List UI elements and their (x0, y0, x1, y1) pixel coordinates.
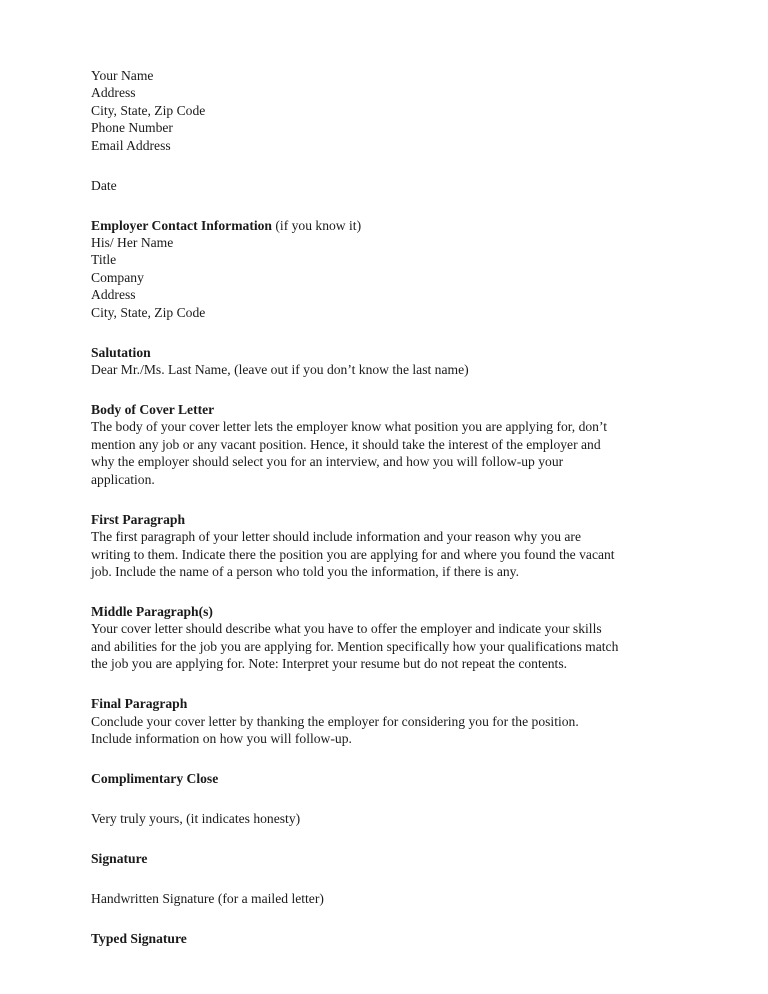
date-text: Date (91, 177, 117, 193)
date-block (91, 177, 691, 194)
salutation-heading: Salutation (91, 344, 151, 360)
typed-signature-block (91, 930, 691, 947)
employer-heading: Employer Contact Information (91, 217, 272, 233)
first-paragraph-block (91, 511, 691, 581)
complimentary-close-heading-block (91, 770, 691, 787)
body-line: why the employer should select you for an interview, and how you will follow-up your (91, 454, 564, 470)
document-page (91, 67, 691, 947)
final-paragraph-line: Conclude your cover letter by thanking the employer for considering you for the position. (91, 713, 579, 729)
sender-city-state-zip: City, State, Zip Code (91, 102, 206, 118)
sender-name: Your Name (91, 68, 154, 83)
complimentary-close-heading: Complimentary Close (91, 770, 219, 786)
employer-address: Address (91, 287, 136, 303)
sender-address: Address (91, 85, 136, 101)
first-paragraph-heading: First Paragraph (91, 511, 186, 527)
employer-name: His/ Her Name (91, 235, 174, 251)
sender-phone: Phone Number (91, 120, 173, 136)
sender-block (91, 67, 691, 154)
final-paragraph-block (91, 695, 691, 747)
signature-text: Handwritten Signature (for a mailed letter) (91, 890, 324, 906)
complimentary-close-text-block (91, 810, 691, 827)
first-paragraph-line: The first paragraph of your letter should include information and your reason why you are (91, 529, 581, 545)
middle-paragraph-block (91, 603, 691, 673)
middle-paragraph-heading: Middle Paragraph(s) (91, 603, 213, 619)
salutation-block (91, 344, 691, 379)
complimentary-close-text: Very truly yours, (it indicates honesty) (91, 810, 301, 826)
sender-email: Email Address (91, 137, 171, 153)
employer-heading-note: (if you know it) (272, 217, 362, 233)
body-line: The body of your cover letter lets the employer know what position you are applying for, don’t (91, 419, 608, 435)
signature-text-block (91, 890, 691, 907)
middle-paragraph-line: Your cover letter should describe what you have to offer the employer and indicate your skills (91, 621, 602, 637)
signature-heading: Signature (91, 850, 148, 866)
employer-company: Company (91, 269, 144, 285)
salutation-text: Dear Mr./Ms. Last Name, (leave out if you don’t know the last name) (91, 362, 469, 378)
middle-paragraph-line: and abilities for the job you are applying for. Mention specifically how your qualifications match (91, 638, 619, 654)
signature-heading-block (91, 850, 691, 867)
employer-city-state-zip: City, State, Zip Code (91, 304, 206, 320)
employer-title: Title (91, 252, 117, 268)
first-paragraph-line: job. Include the name of a person who told you the information, if there is any. (91, 563, 519, 579)
body-line: mention any job or any vacant position. Hence, it should take the interest of the employer and (91, 436, 601, 452)
employer-heading-line (91, 217, 691, 234)
typed-signature-heading: Typed Signature (91, 930, 187, 946)
body-line: application. (91, 471, 155, 487)
final-paragraph-heading: Final Paragraph (91, 696, 188, 712)
middle-paragraph-line: the job you are applying for. Note: Interpret your resume but do not repeat the contents. (91, 656, 568, 672)
final-paragraph-line: Include information on how you will follow-up. (91, 730, 352, 746)
first-paragraph-line: writing to them. Indicate there the position you are applying for and where you found the vacant (91, 546, 615, 562)
body-block (91, 401, 691, 488)
body-heading: Body of Cover Letter (91, 402, 215, 418)
employer-block (91, 217, 691, 321)
